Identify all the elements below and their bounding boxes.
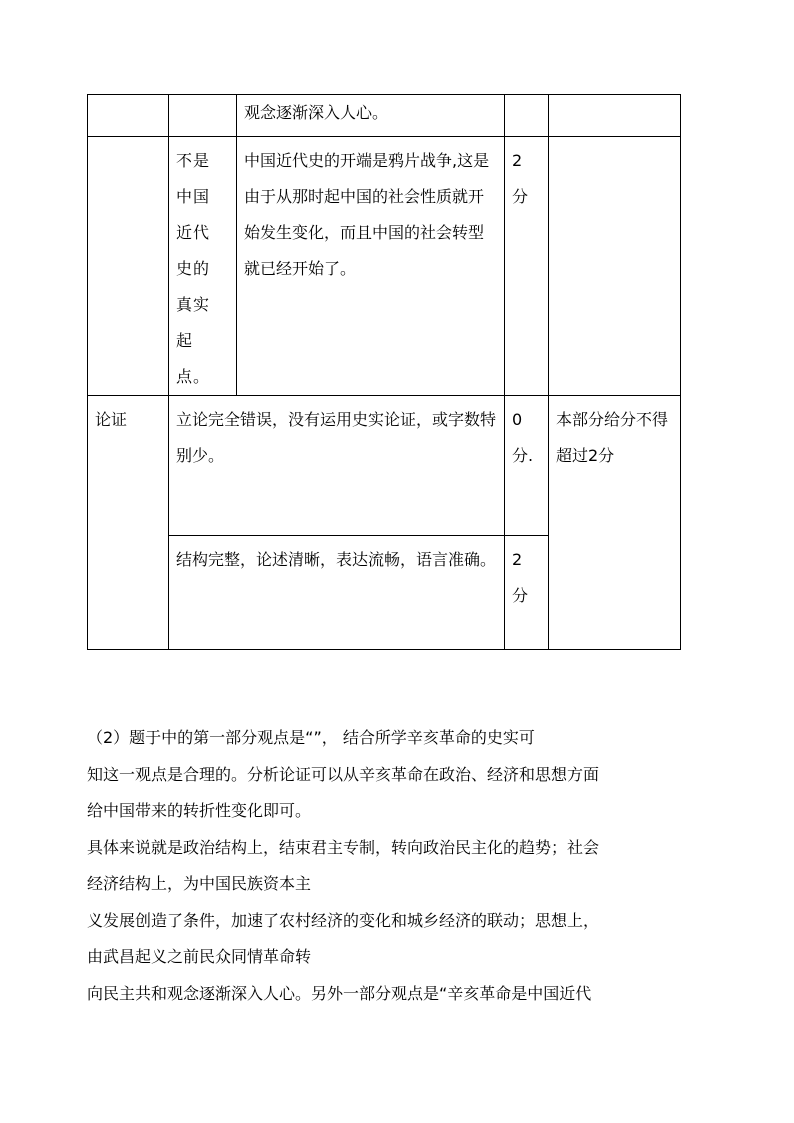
answer-paragraph [87,720,707,1012]
score-text: 0分. [512,410,534,465]
scoring-table [87,94,681,650]
score-cell [505,396,549,536]
viewpoint-text: 不是中国近代史的真实起点。 [176,151,211,386]
paragraph-line: 义发展创造了条件，加速了农村经济的变化和城乡经济的联动；思想上， [87,910,600,930]
score-cell [505,137,549,396]
table-cell [169,95,237,137]
paragraph-line: 给中国带来的转折性变化即可。 [87,801,312,820]
table-cell [88,137,169,396]
score-text: 2分 [512,550,529,605]
table-cell [88,95,169,137]
table-row [88,95,681,137]
table-cell: 观念逐渐深入人心。 [237,95,505,137]
table-row [88,137,681,396]
viewpoint-cell [169,137,237,396]
table-cell [549,95,681,137]
table-row [88,396,681,536]
paragraph-line: 知这一观点是合理的。分析论证可以从辛亥革命在政治、经济和思想方面 [87,764,600,784]
category-cell: 论证 [88,396,169,650]
paragraph-line: 具体来说就是政治结构上，结束君主专制，转向政治民主化的趋势；社会 [87,837,600,857]
paragraph-line: 向民主共和观念逐渐深入人心。另外一部分观点是“辛亥革命是中国近代 [87,983,592,1003]
note-cell: 本部分给分不得超过2分 [549,396,681,650]
score-text: 2分 [512,151,529,206]
table-cell [505,95,549,137]
criterion-cell: 结构完整，论述清晰，表达流畅，语言准确。 [169,536,505,650]
paragraph-line: （2）题于中的第一部分观点是“”， 结合所学辛亥革命的史实可 [87,728,535,747]
paragraph-line: 由武昌起义之前民众同情革命转 [87,947,312,966]
paragraph-line: 经济结构上，为中国民族资本主 [87,874,312,893]
score-cell [505,536,549,650]
table-cell [549,137,681,396]
criterion-cell: 立论完全错误，没有运用史实论证，或字数特别少。 [169,396,505,536]
example-cell: 中国近代史的开端是鸦片战争,这是由于从那时起中国的社会性质就开始发生变化，而且中国的社会转型就已经开始了。 [237,137,505,396]
